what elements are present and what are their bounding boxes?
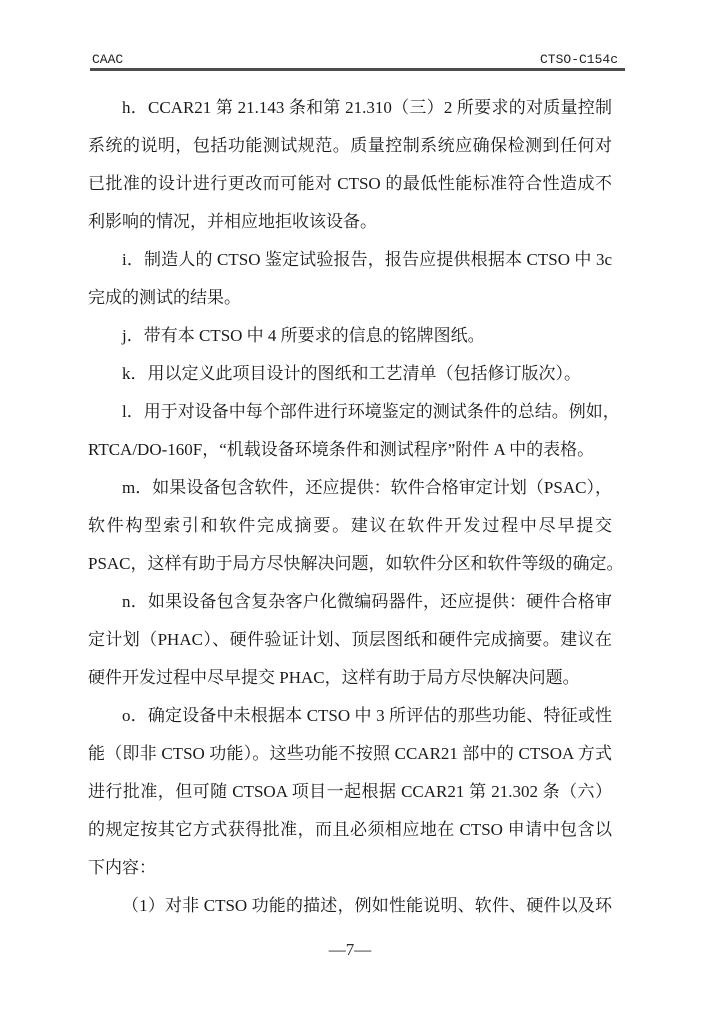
text-line: 完成的测试的结果。 — [88, 288, 241, 307]
paragraph — [88, 89, 612, 241]
paragraph — [88, 355, 612, 393]
text-line: 进行批准，但可随 CTSOA 项目一起根据 CCAR21 第 21.302 条（六） — [88, 782, 612, 801]
text-line: 能（即非 CTSO 功能）。这些功能不按照 CCAR21 部中的 CTSOA 方式 — [88, 744, 612, 763]
text-line: n．如果设备包含复杂客户化微编码器件，还应提供：硬件合格审 — [122, 592, 612, 611]
page-number: —7— — [328, 940, 372, 959]
text-line: i．制造人的 CTSO 鉴定试验报告，报告应提供根据本 CTSO 中 3c — [122, 250, 612, 269]
header-doc-number: CTSO-C154c — [539, 52, 618, 67]
paragraph — [88, 317, 612, 355]
text-line: PSAC，这样有助于局方尽快解决问题，如软件分区和软件等级的确定。 — [88, 554, 624, 573]
text-line: 软件构型索引和软件完成摘要。建议在软件开发过程中尽早提交 — [88, 516, 612, 535]
text-line: RTCA/DO-160F，“机载设备环境条件和测试程序”附件 A 中的表格。 — [88, 440, 595, 459]
paragraph — [88, 469, 624, 583]
text-line: l．用于对设备中每个部件进行环境鉴定的测试条件的总结。例如， — [122, 402, 620, 421]
page-footer — [88, 938, 612, 962]
document-body — [88, 89, 624, 925]
text-line: 利影响的情况，并相应地拒收该设备。 — [88, 212, 377, 231]
text-line: k．用以定义此项目设计的图纸和工艺清单（包括修订版次）。 — [122, 364, 581, 383]
paragraph — [88, 393, 620, 469]
header-org-label: CAAC — [92, 52, 124, 67]
text-line: 的规定按其它方式获得批准，而且必须相应地在 CTSO 申请中包含以 — [88, 820, 612, 839]
text-line: 系统的说明，包括功能测试规范。质量控制系统应确保检测到任何对 — [88, 136, 612, 155]
paragraph — [88, 583, 612, 697]
text-line: m．如果设备包含软件，还应提供：软件合格审定计划（PSAC）， — [122, 478, 612, 497]
text-line: j．带有本 CTSO 中 4 所要求的信息的铭牌图纸。 — [122, 326, 485, 345]
text-line: （1）对非 CTSO 功能的描述，例如性能说明、软件、硬件以及环 — [122, 896, 612, 915]
text-line: 下内容： — [88, 858, 156, 877]
header-rule — [90, 68, 625, 71]
paragraph — [88, 887, 612, 925]
paragraph — [88, 241, 612, 317]
text-line: h．CCAR21 第 21.143 条和第 21.310（三）2 所要求的对质量控制 — [122, 98, 612, 117]
text-line: 已批准的设计进行更改而可能对 CTSO 的最低性能标准符合性造成不 — [88, 174, 612, 193]
text-line: o．确定设备中未根据本 CTSO 中 3 所评估的那些功能、特征或性 — [122, 706, 612, 725]
text-line: 硬件开发过程中尽早提交 PHAC，这样有助于局方尽快解决问题。 — [88, 668, 580, 687]
text-line: 定计划（PHAC）、硬件验证计划、顶层图纸和硬件完成摘要。建议在 — [88, 630, 612, 649]
paragraph — [88, 697, 612, 887]
